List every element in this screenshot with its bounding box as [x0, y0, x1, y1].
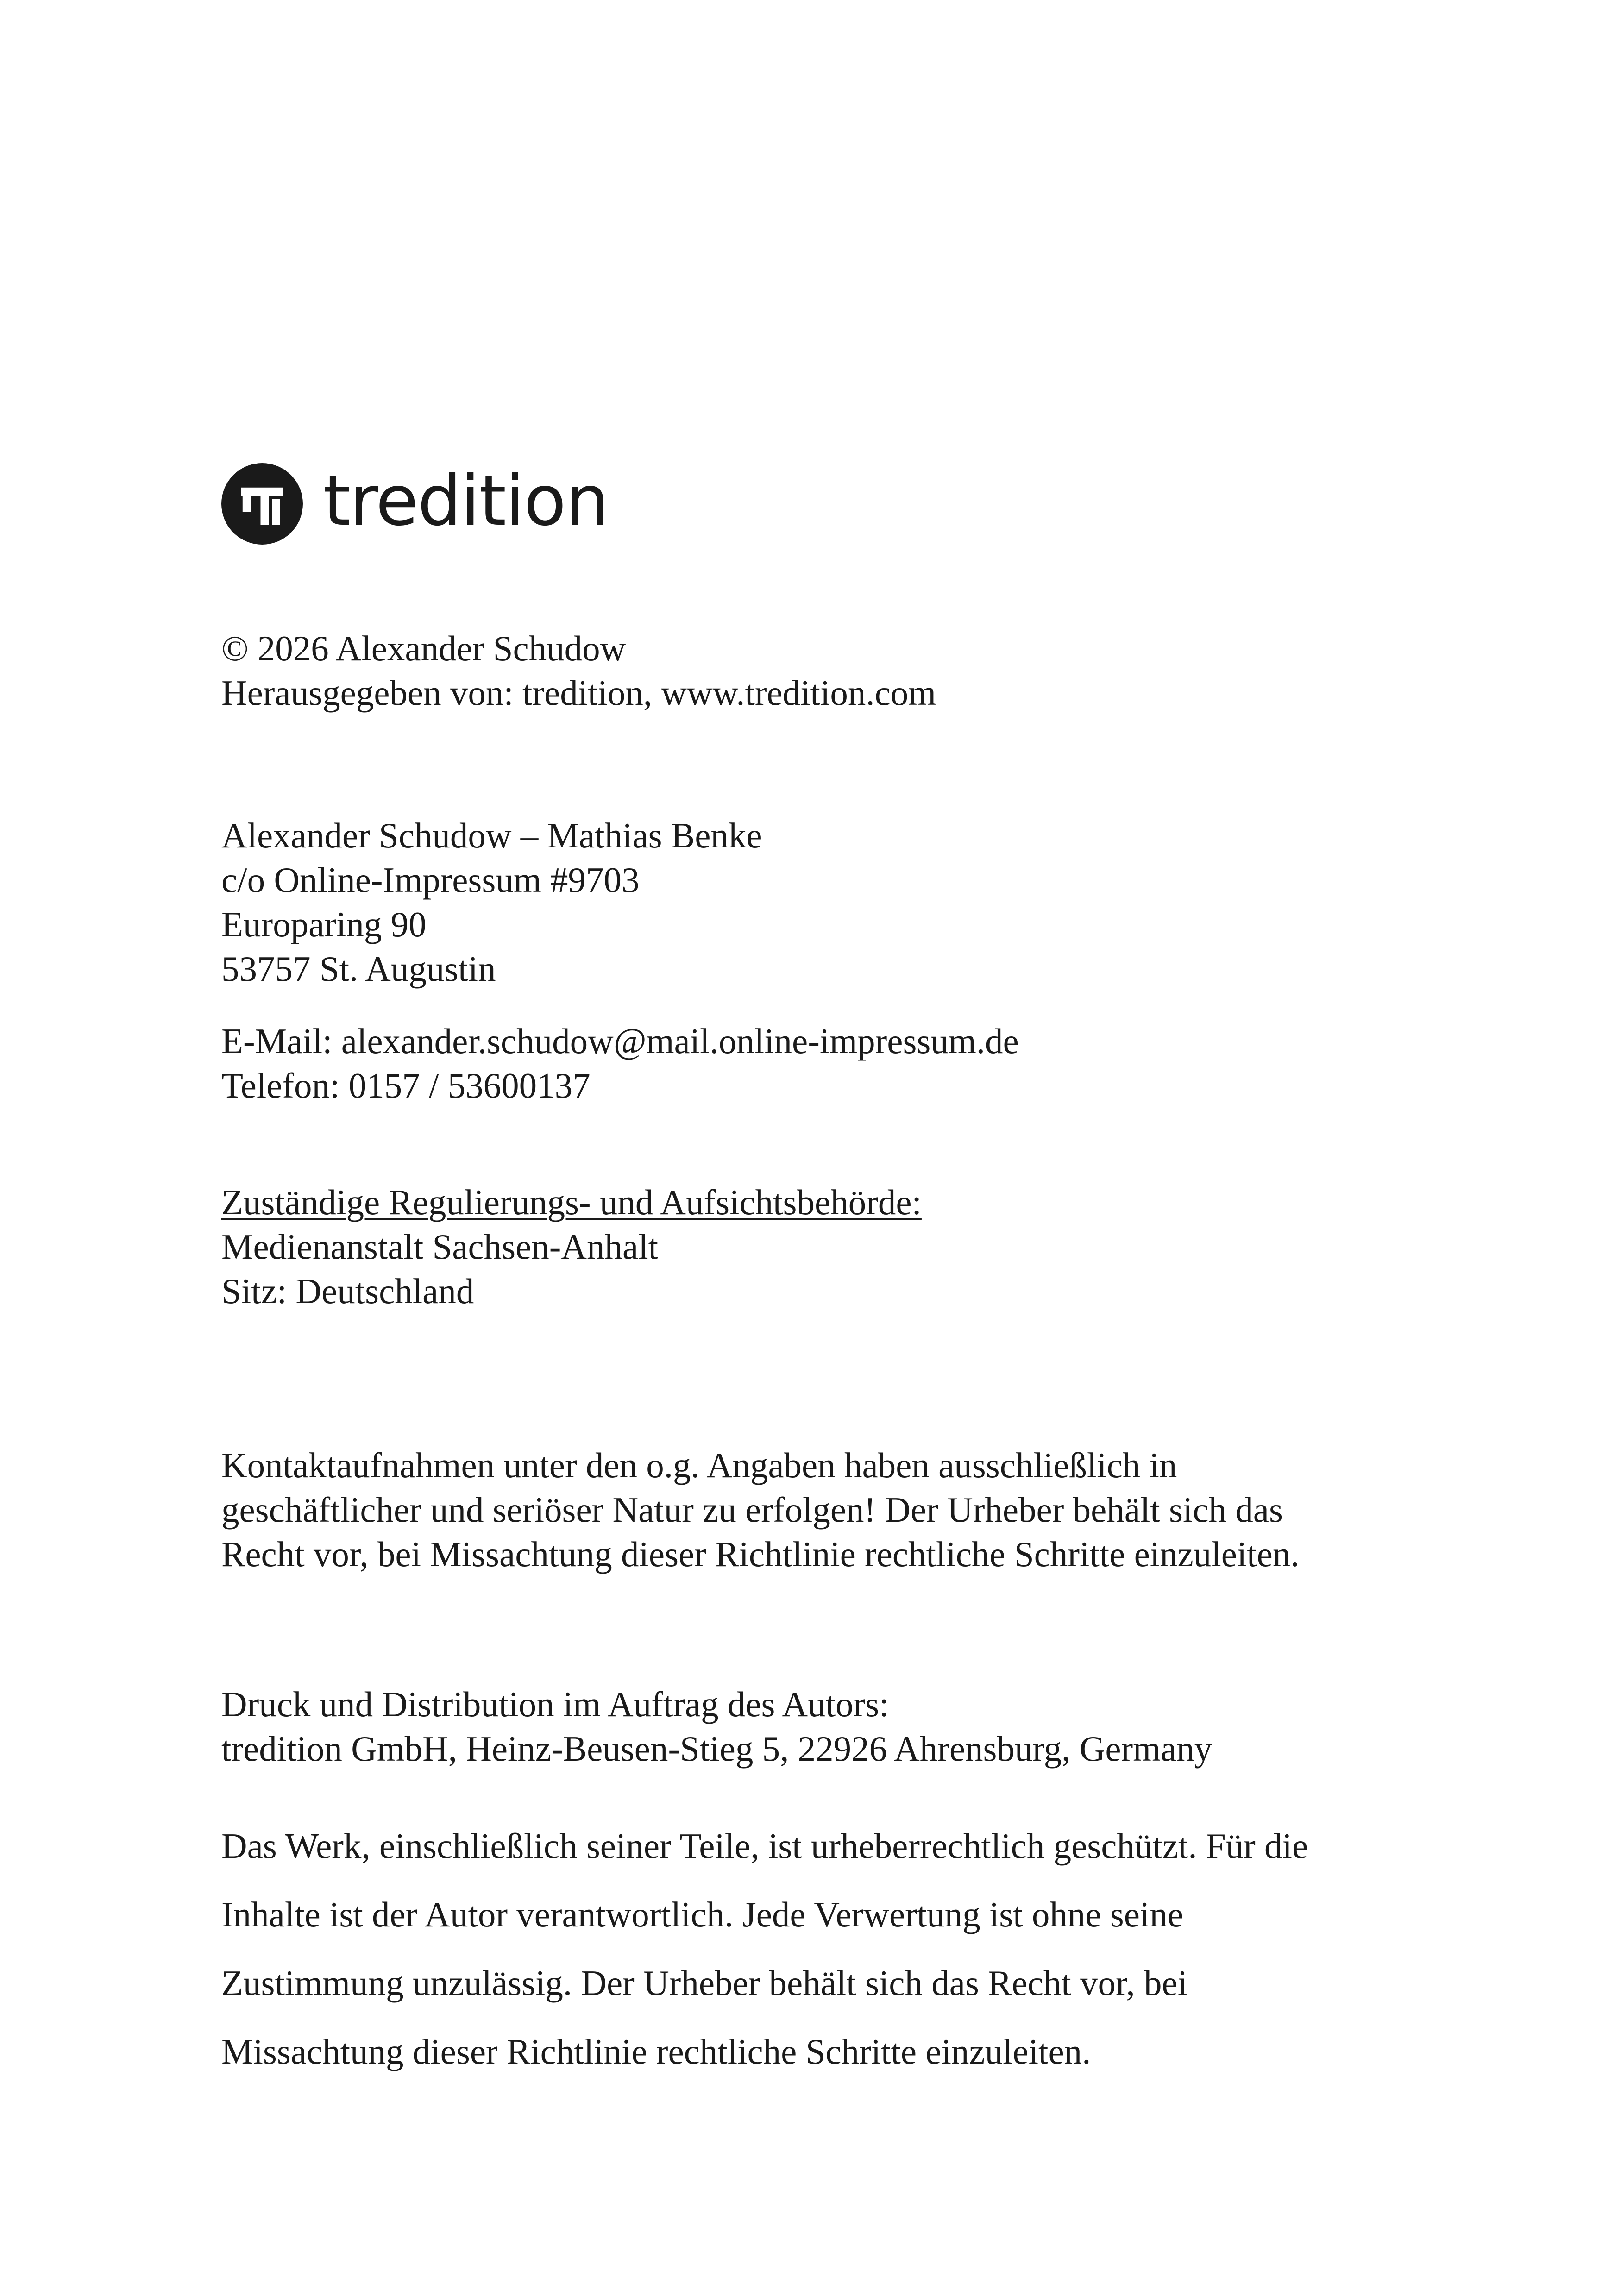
tredition-logo [221, 463, 609, 545]
rights-line-4: Missachtung dieser Richtlinie rechtliche Schritte einzuleiten. [221, 2032, 1091, 2071]
notice-line-3: Recht vor, bei Missachtung dieser Richtlinie rechtliche Schritte einzuleiten. [221, 1534, 1300, 1574]
contact-notice-block [221, 1443, 1472, 1576]
address-street: Europaring 90 [221, 904, 427, 944]
publisher-line: Herausgegeben von: tredition, www.tredition.com [221, 673, 936, 713]
authority-seat: Sitz: Deutschland [221, 1271, 474, 1311]
address-city: 53757 St. Augustin [221, 949, 496, 989]
printing-line-2: tredition GmbH, Heinz-Beusen-Stieg 5, 22926 Ahrensburg, Germany [221, 1729, 1213, 1769]
notice-line-1: Kontaktaufnahmen unter den o.g. Angaben haben ausschließlich in [221, 1445, 1177, 1485]
email-line: E-Mail: alexander.schudow@mail.online-impressum.de [221, 1021, 1019, 1061]
tredition-logo-icon [221, 463, 303, 545]
authority-block [221, 1180, 1472, 1313]
contact-block [221, 1019, 1472, 1108]
authority-heading: Zuständige Regulierungs- und Aufsichtsbehörde: [221, 1182, 922, 1222]
rights-line-1: Das Werk, einschließlich seiner Teile, ist urheberrechtlich geschützt. Für die [221, 1826, 1308, 1866]
rights-line-2: Inhalte ist der Autor verantwortlich. Jede Verwertung ist ohne seine [221, 1895, 1184, 1934]
copyright-line: © 2026 Alexander Schudow [221, 628, 626, 668]
authority-name: Medienanstalt Sachsen-Anhalt [221, 1227, 658, 1267]
copyright-block [221, 626, 1472, 715]
printing-line-1: Druck und Distribution im Auftrag des Autors: [221, 1684, 889, 1724]
address-name: Alexander Schudow – Mathias Benke [221, 816, 762, 855]
tredition-wordmark: tredition [323, 461, 609, 541]
rights-block [221, 1812, 1472, 2086]
printing-block [221, 1682, 1472, 1771]
address-co: c/o Online-Impressum #9703 [221, 860, 640, 900]
rights-line-3: Zustimmung unzulässig. Der Urheber behält sich das Recht vor, bei [221, 1963, 1188, 2003]
address-block [221, 813, 1472, 991]
notice-line-2: geschäftlicher und seriöser Natur zu erfolgen! Der Urheber behält sich das [221, 1490, 1283, 1530]
phone-line: Telefon: 0157 / 53600137 [221, 1066, 591, 1105]
